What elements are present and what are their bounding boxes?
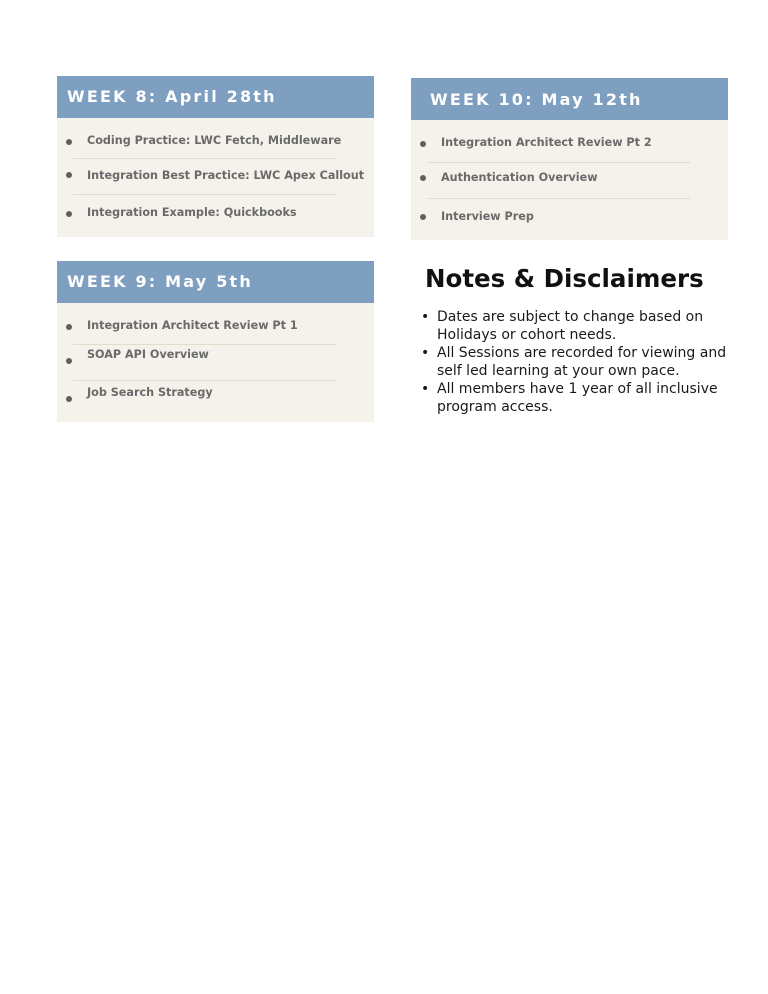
item-text: Job Search Strategy xyxy=(87,386,213,399)
list-item xyxy=(57,386,374,406)
list-item xyxy=(57,206,374,226)
bullet-icon xyxy=(420,175,426,181)
week-9-card xyxy=(57,261,374,422)
item-text: Integration Example: Quickbooks xyxy=(87,206,297,219)
divider xyxy=(427,198,690,199)
week-9-header xyxy=(57,261,374,303)
bullet-icon: • xyxy=(421,309,430,325)
item-text: Coding Practice: LWC Fetch, Middleware xyxy=(87,134,342,147)
list-item xyxy=(57,348,374,368)
list-item xyxy=(57,319,374,339)
item-text: SOAP API Overview xyxy=(87,348,209,361)
week-10-card xyxy=(411,78,728,240)
week-10-header xyxy=(411,78,728,120)
bullet-icon xyxy=(66,211,72,217)
item-text: Authentication Overview xyxy=(441,171,598,184)
bullet-icon xyxy=(66,396,72,402)
divider xyxy=(73,344,336,345)
list-item xyxy=(57,169,374,189)
notes-title: Notes & Disclaimers xyxy=(425,264,704,293)
list-item xyxy=(411,136,728,156)
bullet-icon xyxy=(420,141,426,147)
note-text: All members have 1 year of all inclusive program access. xyxy=(437,381,718,415)
bullet-icon xyxy=(66,139,72,145)
bullet-icon xyxy=(420,214,426,220)
note-item xyxy=(419,308,729,344)
week-9-title: WEEK 9: May 5th xyxy=(67,272,253,291)
note-item xyxy=(419,344,729,380)
item-text: Integration Best Practice: LWC Apex Callout xyxy=(87,169,365,182)
note-text: Dates are subject to change based on Holidays or cohort needs. xyxy=(437,309,704,343)
note-text: All Sessions are recorded for viewing and self led learning at your own pace. xyxy=(437,345,727,379)
bullet-icon xyxy=(66,172,72,178)
week-8-card xyxy=(57,76,374,237)
divider xyxy=(73,194,336,195)
list-item xyxy=(411,171,728,191)
list-item xyxy=(57,134,374,154)
divider xyxy=(73,158,336,159)
list-item xyxy=(411,210,728,230)
bullet-icon: • xyxy=(421,345,430,361)
item-text: Integration Architect Review Pt 2 xyxy=(441,136,652,149)
notes-list xyxy=(419,308,729,416)
week-10-title: WEEK 10: May 12th xyxy=(430,90,643,109)
week-8-header xyxy=(57,76,374,118)
bullet-icon xyxy=(66,324,72,330)
item-text: Interview Prep xyxy=(441,210,534,223)
item-text: Integration Architect Review Pt 1 xyxy=(87,319,298,332)
divider xyxy=(427,162,690,163)
note-item xyxy=(419,380,729,416)
bullet-icon xyxy=(66,358,72,364)
divider xyxy=(73,380,336,381)
week-8-title: WEEK 8: April 28th xyxy=(67,87,277,106)
bullet-icon: • xyxy=(421,381,430,397)
